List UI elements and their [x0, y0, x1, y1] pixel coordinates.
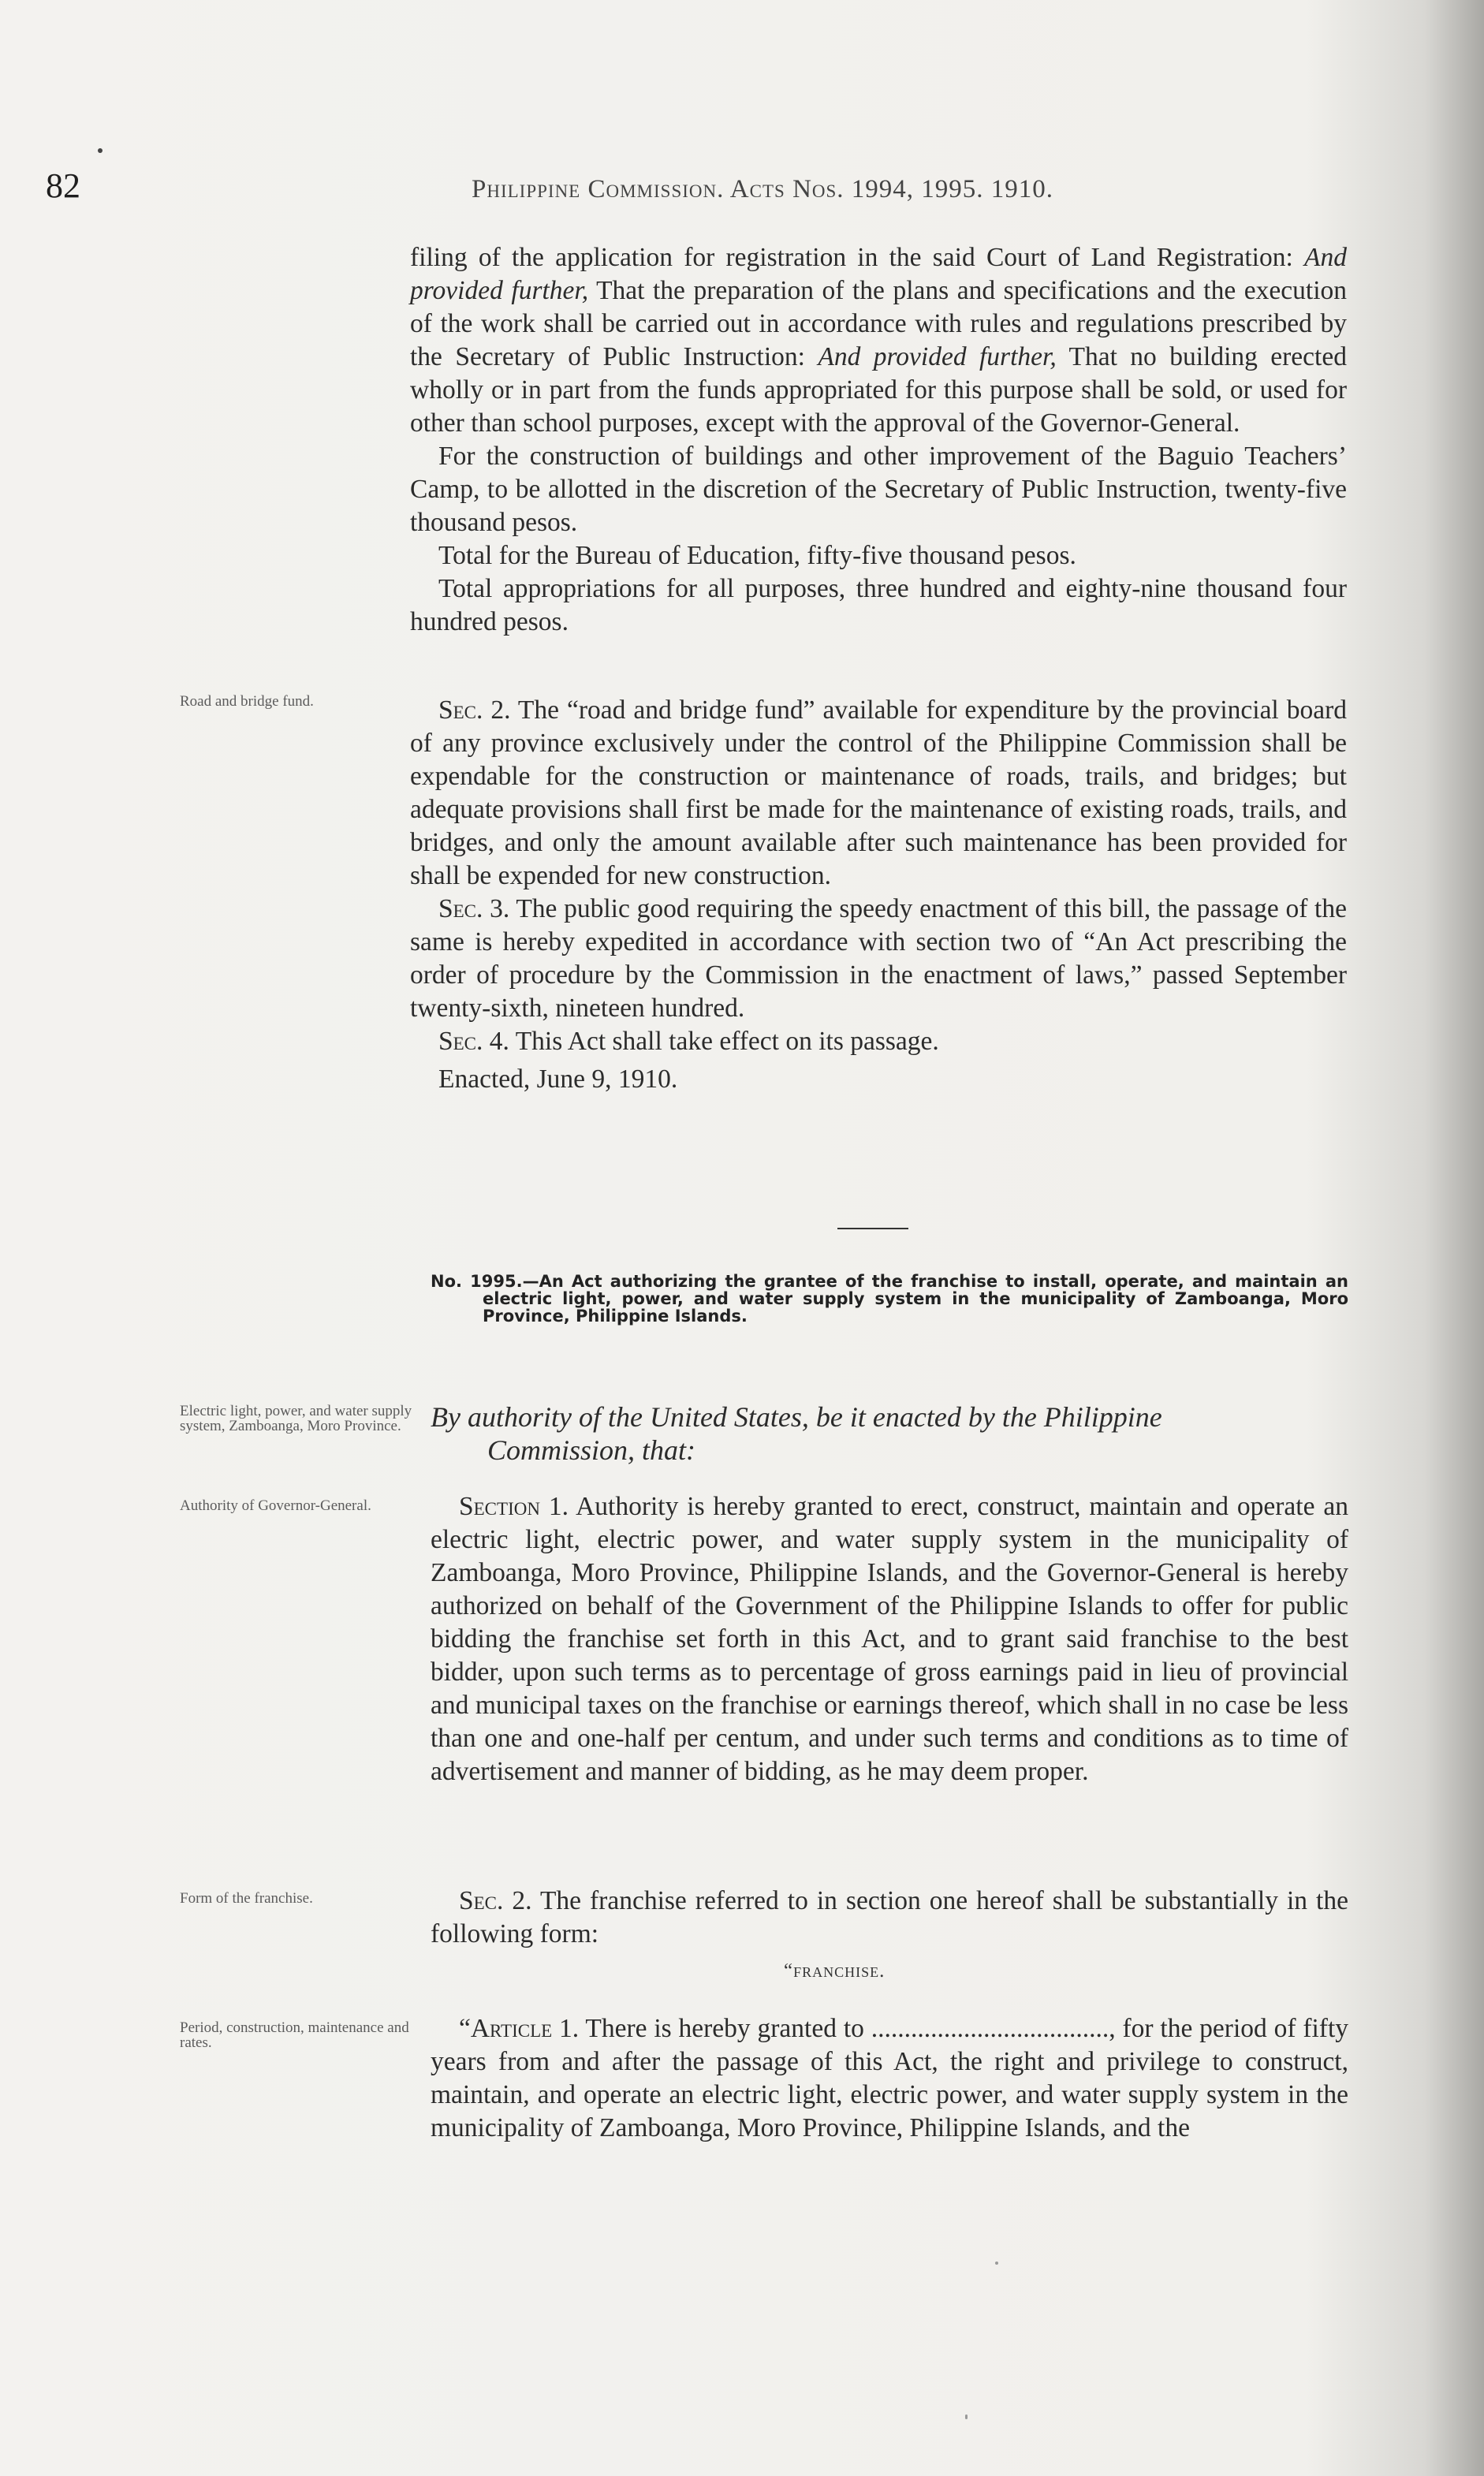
- margin-note-system: Electric light, power, and water supply system, Zamboanga, Moro Province.: [180, 1403, 412, 1434]
- margin-note-form: Form of the franchise.: [180, 1890, 313, 1907]
- margin-note-authority: Authority of Governor-General.: [180, 1497, 371, 1514]
- baguio-camp-paragraph: For the construction of buildings and other improvement of the Baguio Teachers’ Camp, to be allotted in the discretion of the Secretary of Public Instruction, twenty-five thousand pesos.: [410, 442, 1347, 537]
- act-1995-section-2: [431, 1885, 1348, 1951]
- page-number: 82: [46, 166, 80, 205]
- article-label: “Article 1.: [459, 2014, 580, 2043]
- act-title-text: [431, 1273, 1348, 1325]
- act-number: No. 1995.: [431, 1272, 523, 1291]
- section-2-text: The “road and bridge fund” available for expenditure by the provincial board of any province exclusively under the control of the Philippine Commission shall be expendable for the construction or maintenance of roads, trails, and bridges; but adequate provisions shall first be made for the maintenance of existing roads, trails, and bridges, and only the amount available after such maintenance has been provided for shall be expended for new construction.: [410, 695, 1347, 890]
- article-1-opening: There is hereby granted to: [585, 2014, 864, 2043]
- act-1994-sections: [410, 694, 1347, 1096]
- section-2-paragraph: [410, 694, 1347, 893]
- franchise-heading: “franchise.: [784, 1960, 886, 1982]
- section-2-text: The franchise referred to in section one hereof shall be substantially in the following form:: [431, 1886, 1348, 1948]
- section-label: Section 1.: [459, 1492, 569, 1521]
- filing-text: filing of the application for registration in the said Court of Land Registration:: [410, 243, 1293, 272]
- running-title: Philippine Commission. Acts Nos. 1994, 1995. 1910.: [472, 175, 1054, 203]
- margin-note-period: Period, construction, maintenance and rates.: [180, 2019, 409, 2051]
- enacted-date: Enacted, June 9, 1910.: [438, 1065, 678, 1094]
- act-1995-section-1: [431, 1490, 1348, 1788]
- margin-note-road-fund: Road and bridge fund.: [180, 693, 314, 710]
- act-1995-title: [431, 1273, 1348, 1325]
- ink-speck: [995, 2262, 998, 2265]
- education-total-paragraph: Total for the Bureau of Education, fifty-five thousand pesos.: [438, 541, 1076, 570]
- ink-dot: [98, 148, 103, 153]
- proviso-phrase: And provided further,: [818, 342, 1057, 371]
- building-text: That no building erected wholly or in part from the funds appropriated for this purpose shall be sold, or used for other than school purposes, except with the approval of the Governor-General.: [410, 342, 1347, 438]
- section-3-text: The public good requiring the speedy enactment of this bill, the passage of the same is hereby expedited in accordance with section two of “An Act prescribing the order of procedure by the Commission in the enactment of laws,” passed September twenty-sixth, nineteen hundred.: [410, 894, 1347, 1023]
- section-label: Sec. 3.: [438, 894, 510, 923]
- ink-speck: [965, 2414, 968, 2419]
- grantee-blank: ....................................,: [871, 2014, 1116, 2043]
- enacting-line-2: Commission, that:: [487, 1434, 696, 1466]
- enacting-clause: [431, 1400, 1348, 1467]
- section-3-paragraph: [410, 893, 1347, 1025]
- proviso-phrase: And provided further,: [410, 243, 1348, 305]
- section-2-paragraph: [431, 1885, 1348, 1951]
- article-1-paragraph: [431, 2012, 1348, 2145]
- article-1-text: for the period of fifty years from and after the passage of this Act, the right and privilege to construct, maintain, and operate an electric light, electric power, and water supply system in the municipality of Zamboanga, Moro Province, Philippine Islands, and the: [431, 2014, 1349, 2142]
- act-title-body: —An Act authorizing the grantee of the franchise to install, operate, and maintain an electric light, power, and water supply system in the municipality of Zamboanga, Moro Province, Philippine Islands.: [483, 1272, 1348, 1326]
- article-1: [431, 2012, 1348, 2145]
- act-1994-provisos: [410, 241, 1347, 639]
- section-divider: [837, 1228, 908, 1229]
- appropriations-total-paragraph: Total appropriations for all purposes, three hundred and eighty-nine thousand four hundred pesos.: [410, 574, 1347, 636]
- plans-text: That the preparation of the plans and specifications and the execution of the work shall be carried out in accordance with rules and regulations prescribed by the Secretary of Public Instruction:: [410, 276, 1347, 371]
- section-1-paragraph: [431, 1490, 1348, 1788]
- section-label: Sec. 2.: [459, 1886, 532, 1915]
- running-head: [0, 0, 1484, 237]
- section-4-paragraph: [410, 1025, 1347, 1058]
- section-label: Sec. 4.: [438, 1027, 509, 1056]
- section-4-text: This Act shall take effect on its passage.: [515, 1027, 939, 1056]
- section-label: Sec. 2.: [438, 695, 511, 725]
- proviso-paragraph: [410, 241, 1347, 440]
- enacting-line-1: By authority of the United States, be it enacted by the Philippine: [431, 1401, 1162, 1433]
- section-1-text: Authority is hereby granted to erect, construct, maintain and operate an electric light, electric power, and water supply system in the municipality of Zamboanga, Moro Province, Philippine Islands, and the Governor-General is hereby authorized on behalf of the Government of the Philippine Islands to offer for public bidding the franchise set forth in this Act, and to grant said franchise to the best bidder, upon such terms as to percentage of gross earnings paid in lieu of provincial and municipal taxes on the franchise or earnings thereof, which shall in no case be less than one and one-half per centum, and under such terms and conditions as to time of advertisement and manner of bidding, as he may deem proper.: [431, 1492, 1348, 1786]
